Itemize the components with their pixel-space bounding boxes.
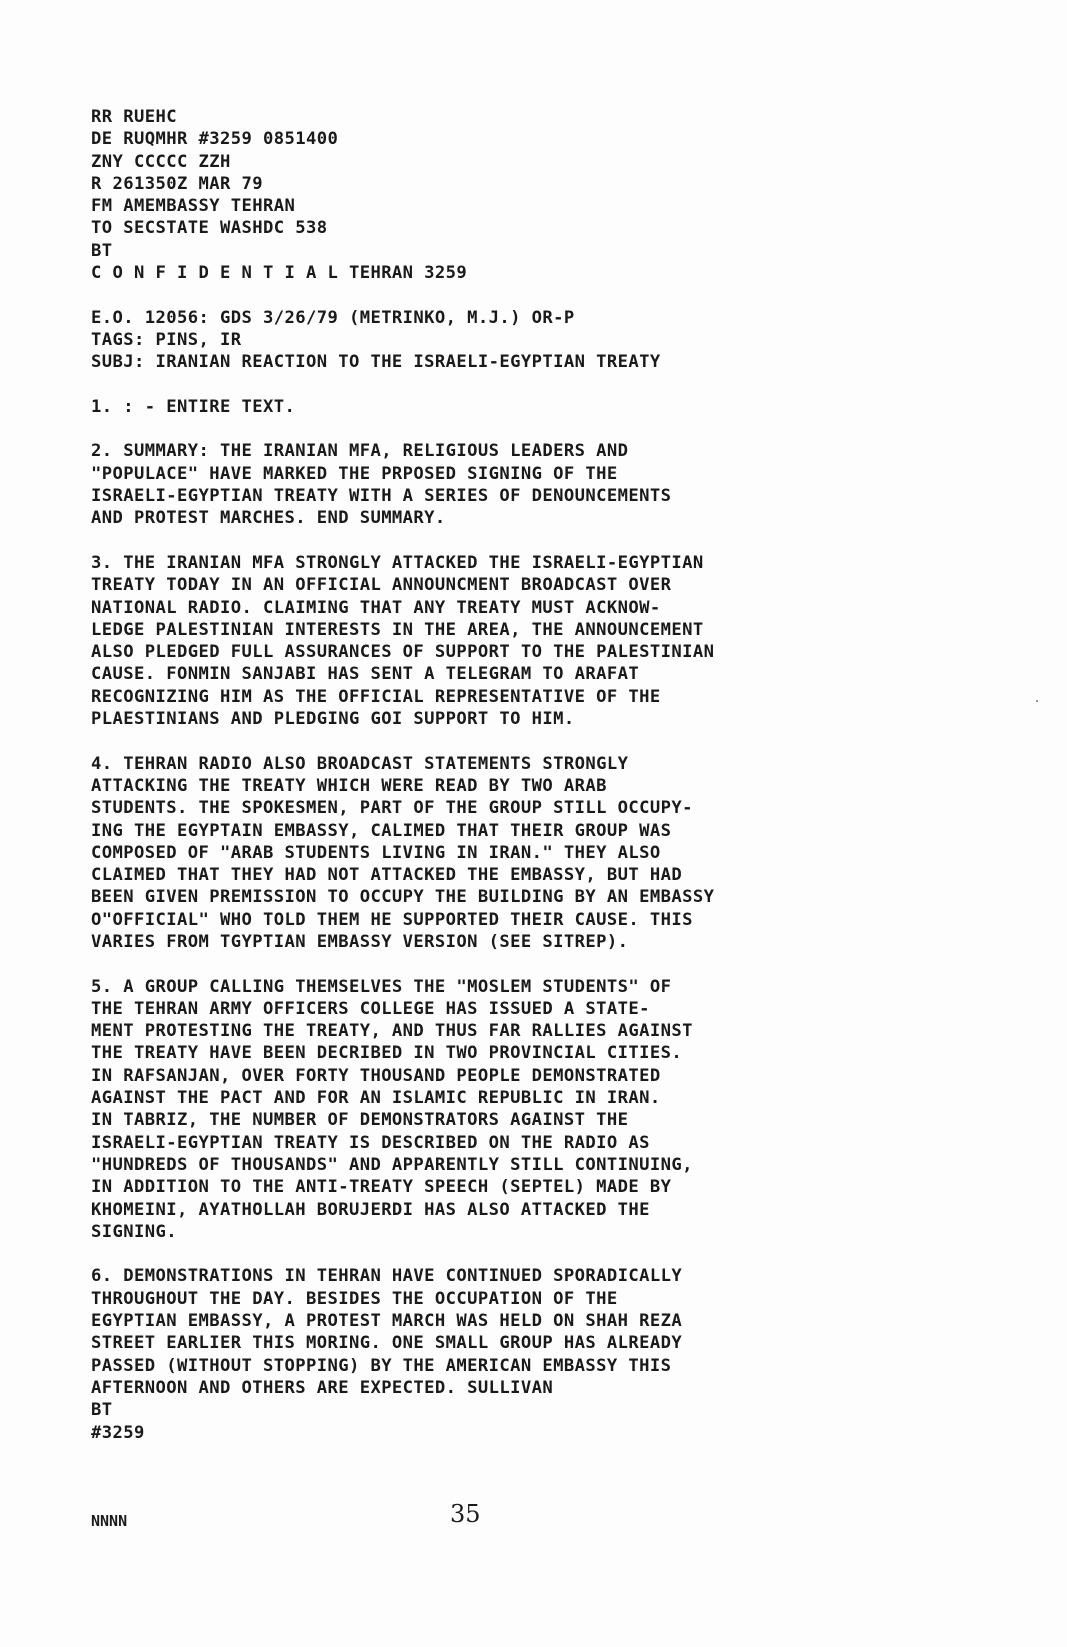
header-line: RR RUEHC [91, 107, 177, 127]
paragraph-5-line: SIGNING. [91, 1221, 177, 1242]
paragraph-3-line: TREATY TODAY IN AN OFFICIAL ANNOUNCMENT BROADCAST OVER [91, 575, 672, 596]
paragraph-5-line: IN ADDITION TO THE ANTI-TREATY SPEECH (SEPTEL) MADE BY [91, 1177, 672, 1198]
meta-line: TAGS: PINS, IR [91, 329, 242, 350]
paragraph-5-line: THE TEHRAN ARMY OFFICERS COLLEGE HAS ISSUED A STATE- [91, 998, 650, 1019]
paragraph-4-line: CLAIMED THAT THEY HAD NOT ATTACKED THE EMBASSY, BUT HAD [91, 865, 683, 886]
header-line: TO SECSTATE WASHDC 538 [91, 218, 328, 239]
paragraph-6-line: PASSED (WITHOUT STOPPING) BY THE AMERICAN EMBASSY THIS [91, 1355, 672, 1376]
paragraph-5-line: IN TABRIZ, THE NUMBER OF DEMONSTRATORS AGAINST THE [91, 1110, 629, 1131]
paragraph-5-line: IN RAFSANJAN, OVER FORTY THOUSAND PEOPLE DEMONSTRATED [91, 1065, 661, 1086]
header-line: R 261350Z MAR 79 [91, 173, 263, 194]
header-line: BT [91, 240, 113, 261]
paragraph-6-line: AFTERNOON AND OTHERS ARE EXPECTED. SULLIVAN [91, 1377, 554, 1398]
paragraph-gap [91, 284, 714, 306]
paragraph-6-line: #3259 [91, 1422, 145, 1443]
paragraph-4-line: ING THE EGYPTAIN EMBASSY, CALIMED THAT THEIR GROUP WAS [91, 820, 672, 841]
paragraph-3-line: 3. THE IRANIAN MFA STRONGLY ATTACKED THE ISRAELI-EGYPTIAN [91, 552, 704, 573]
paragraph-gap [91, 953, 714, 975]
meta-line: SUBJ: IRANIAN REACTION TO THE ISRAELI-EGYPTIAN TREATY [91, 352, 661, 373]
paragraph-5-line: KHOMEINI, AYATHOLLAH BORUJERDI HAS ALSO ATTACKED THE [91, 1199, 650, 1220]
end-marker: NNNN [91, 1512, 128, 1530]
paragraph-2-line: ISRAELI-EGYPTIAN TREATY WITH A SERIES OF DENOUNCEMENTS [91, 486, 672, 507]
paragraph-4-line: STUDENTS. THE SPOKESMEN, PART OF THE GROUP STILL OCCUPY- [91, 798, 693, 819]
page-number: 35 [450, 1500, 481, 1528]
paragraph-5-line: 5. A GROUP CALLING THEMSELVES THE "MOSLEM STUDENTS" OF [91, 976, 672, 997]
header-line: DE RUQMHR #3259 0851400 [91, 129, 339, 150]
paragraph-4-line: ATTACKING THE TREATY WHICH WERE READ BY TWO ARAB [91, 775, 607, 796]
paragraph-2-line: 2. SUMMARY: THE IRANIAN MFA, RELIGIOUS LEADERS AND [91, 441, 629, 462]
paragraph-3-line: RECOGNIZING HIM AS THE OFFICIAL REPRESENTATIVE OF THE [91, 686, 661, 707]
paragraph-3-line: PLAESTINIANS AND PLEDGING GOI SUPPORT TO HIM. [91, 709, 575, 730]
paragraph-3-line: CAUSE. FONMIN SANJABI HAS SENT A TELEGRAM TO ARAFAT [91, 664, 640, 685]
paragraph-2-line: "POPULACE" HAVE MARKED THE PRPOSED SIGNING OF THE [91, 463, 618, 484]
paragraph-gap [91, 418, 714, 440]
paragraph-4-line: BEEN GIVEN PREMISSION TO OCCUPY THE BUILDING BY AN EMBASSY [91, 887, 715, 908]
paragraph-gap [91, 1243, 714, 1265]
paragraph-2-line: AND PROTEST MARCHES. END SUMMARY. [91, 508, 446, 529]
paragraph-5-line: MENT PROTESTING THE TREATY, AND THUS FAR RALLIES AGAINST [91, 1021, 693, 1042]
paragraph-4-line: O"OFFICIAL" WHO TOLD THEM HE SUPPORTED THEIR CAUSE. THIS [91, 909, 693, 930]
paragraph-gap [91, 374, 714, 396]
paragraph-1-line: 1. : - ENTIRE TEXT. [91, 396, 296, 417]
paragraph-3-line: ALSO PLEDGED FULL ASSURANCES OF SUPPORT TO THE PALESTINIAN [91, 642, 715, 663]
paragraph-gap [91, 730, 714, 752]
paragraph-4-line: VARIES FROM TGYPTIAN EMBASSY VERSION (SEE SITREP). [91, 931, 629, 952]
header-line: FM AMEMBASSY TEHRAN [91, 196, 296, 217]
paragraph-5-line: "HUNDREDS OF THOUSANDS" AND APPARENTLY STILL CONTINUING, [91, 1154, 693, 1175]
paragraph-6-line: STREET EARLIER THIS MORING. ONE SMALL GROUP HAS ALREADY [91, 1333, 683, 1354]
paragraph-6-line: BT [91, 1400, 113, 1421]
paragraph-6-line: THROUGHOUT THE DAY. BESIDES THE OCCUPATION OF THE [91, 1288, 618, 1309]
paragraph-5-line: THE TREATY HAVE BEEN DECRIBED IN TWO PROVINCIAL CITIES. [91, 1043, 683, 1064]
scan-speck [1036, 700, 1038, 702]
paragraph-4-line: COMPOSED OF "ARAB STUDENTS LIVING IN IRAN." THEY ALSO [91, 842, 661, 863]
meta-line: E.O. 12056: GDS 3/26/79 (METRINKO, M.J.) OR-P [91, 307, 575, 328]
paragraph-6-line: 6. DEMONSTRATIONS IN TEHRAN HAVE CONTINUED SPORADICALLY [91, 1266, 683, 1287]
paragraph-3-line: NATIONAL RADIO. CLAIMING THAT ANY TREATY MUST ACKNOW- [91, 597, 661, 618]
paragraph-5-line: AGAINST THE PACT AND FOR AN ISLAMIC REPUBLIC IN IRAN. [91, 1088, 661, 1109]
paragraph-3-line: LEDGE PALESTINIAN INTERESTS IN THE AREA, THE ANNOUNCEMENT [91, 619, 704, 640]
paragraph-5-line: ISRAELI-EGYPTIAN TREATY IS DESCRIBED ON THE RADIO AS [91, 1132, 650, 1153]
paragraph-gap [91, 530, 714, 552]
header-line: C O N F I D E N T I A L TEHRAN 3259 [91, 263, 468, 284]
header-line: ZNY CCCCC ZZH [91, 151, 231, 172]
cable-text [91, 106, 714, 1444]
paragraph-6-line: EGYPTIAN EMBASSY, A PROTEST MARCH WAS HELD ON SHAH REZA [91, 1311, 683, 1332]
paragraph-4-line: 4. TEHRAN RADIO ALSO BROADCAST STATEMENTS STRONGLY [91, 753, 629, 774]
